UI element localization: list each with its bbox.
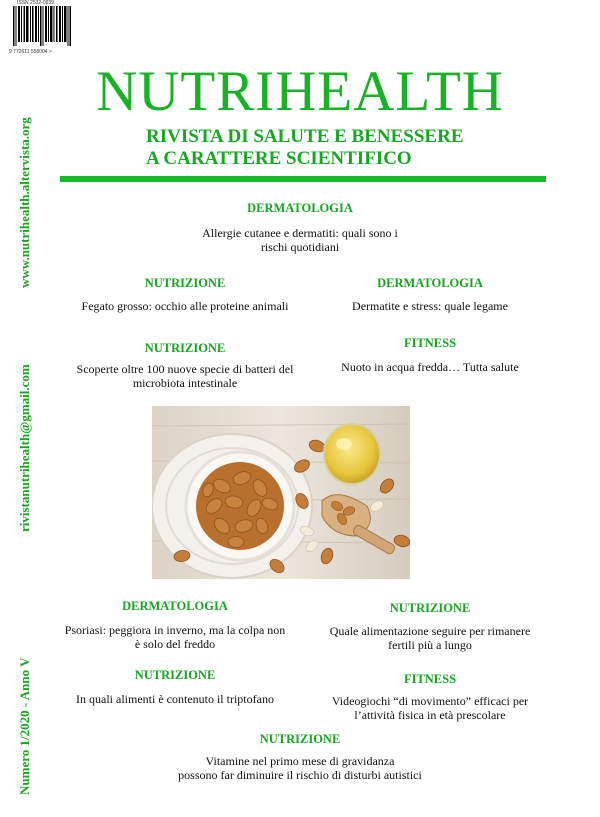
issn-text: ISSN 2532-0939 [17,0,54,6]
article-headline [140,754,460,782]
almonds-photo [152,406,410,579]
article-category: NUTRIZIONE [134,668,216,682]
article-category: DERMATOLOGIA [122,599,228,613]
headline-line: Psoriasi: peggiora in inverno, ma la colpa non [64,623,286,637]
barcode-bars [5,0,83,50]
article-headline [40,362,330,390]
magazine-subtitle [146,126,464,170]
headline-line: In quali alimenti è contenuto il triptofano [76,692,274,706]
headline-line: Vitamine nel primo mese di gravidanza [205,754,395,768]
subtitle-line-2: A CARATTERE SCIENTIFICO [146,148,412,169]
headline-line: Scoperte oltre 100 nuove specie di batteri del [76,362,294,376]
article-category: NUTRIZIONE [389,601,471,615]
barcode [5,0,83,56]
headline-line: possono far diminuire il rischio di disturbi autistici [178,768,422,782]
issue-text: Numero 1/2020 - Anno V [17,657,32,795]
article-category: FITNESS [403,672,457,686]
headline-line: è solo del freddo [134,637,216,651]
title-divider [60,176,546,182]
headline-line: fertili più a lungo [388,638,472,652]
headline-line: Dermatite e stress: quale legame [352,299,508,313]
headline-line: Fegato grosso: occhio alle proteine animali [81,299,289,313]
article-headline [35,692,315,706]
article-headline [310,360,550,374]
article-category: NUTRIZIONE [144,341,226,355]
article-headline [305,694,555,722]
article-headline [35,623,315,651]
article-category: NUTRIZIONE [259,732,341,746]
headline-line: Allergie cutanee e dermatiti: quali sono i [202,226,398,240]
headline-line: Quale alimentazione seguire per rimanere [329,624,531,638]
article-category: NUTRIZIONE [144,276,226,290]
website-text: www.nutrihealth.altervista.org [17,117,32,288]
article-headline [45,299,325,313]
article-category: DERMATOLOGIA [377,276,483,290]
article-headline [310,299,550,313]
article-headline [160,226,440,254]
email-text: rivistanutrihealth@gmail.com [17,364,32,532]
headline-line: microbiota intestinale [132,376,238,390]
headline-line: Videogiochi “di movimento” efficaci per [331,694,529,708]
headline-line: rischi quotidiani [260,240,340,254]
headline-line: Nuoto in acqua fredda… Tutta salute [341,360,519,374]
headline-line: l’attività fisica in età prescolare [354,708,506,722]
barcode-number: 9 772611 558004 > [9,49,52,55]
article-category: FITNESS [403,336,457,350]
magazine-title: NUTRIHEALTH [96,60,504,123]
article-headline [305,624,555,652]
article-category: DERMATOLOGIA [247,201,353,215]
subtitle-line-1: RIVISTA DI SALUTE E BENESSERE [146,126,464,147]
